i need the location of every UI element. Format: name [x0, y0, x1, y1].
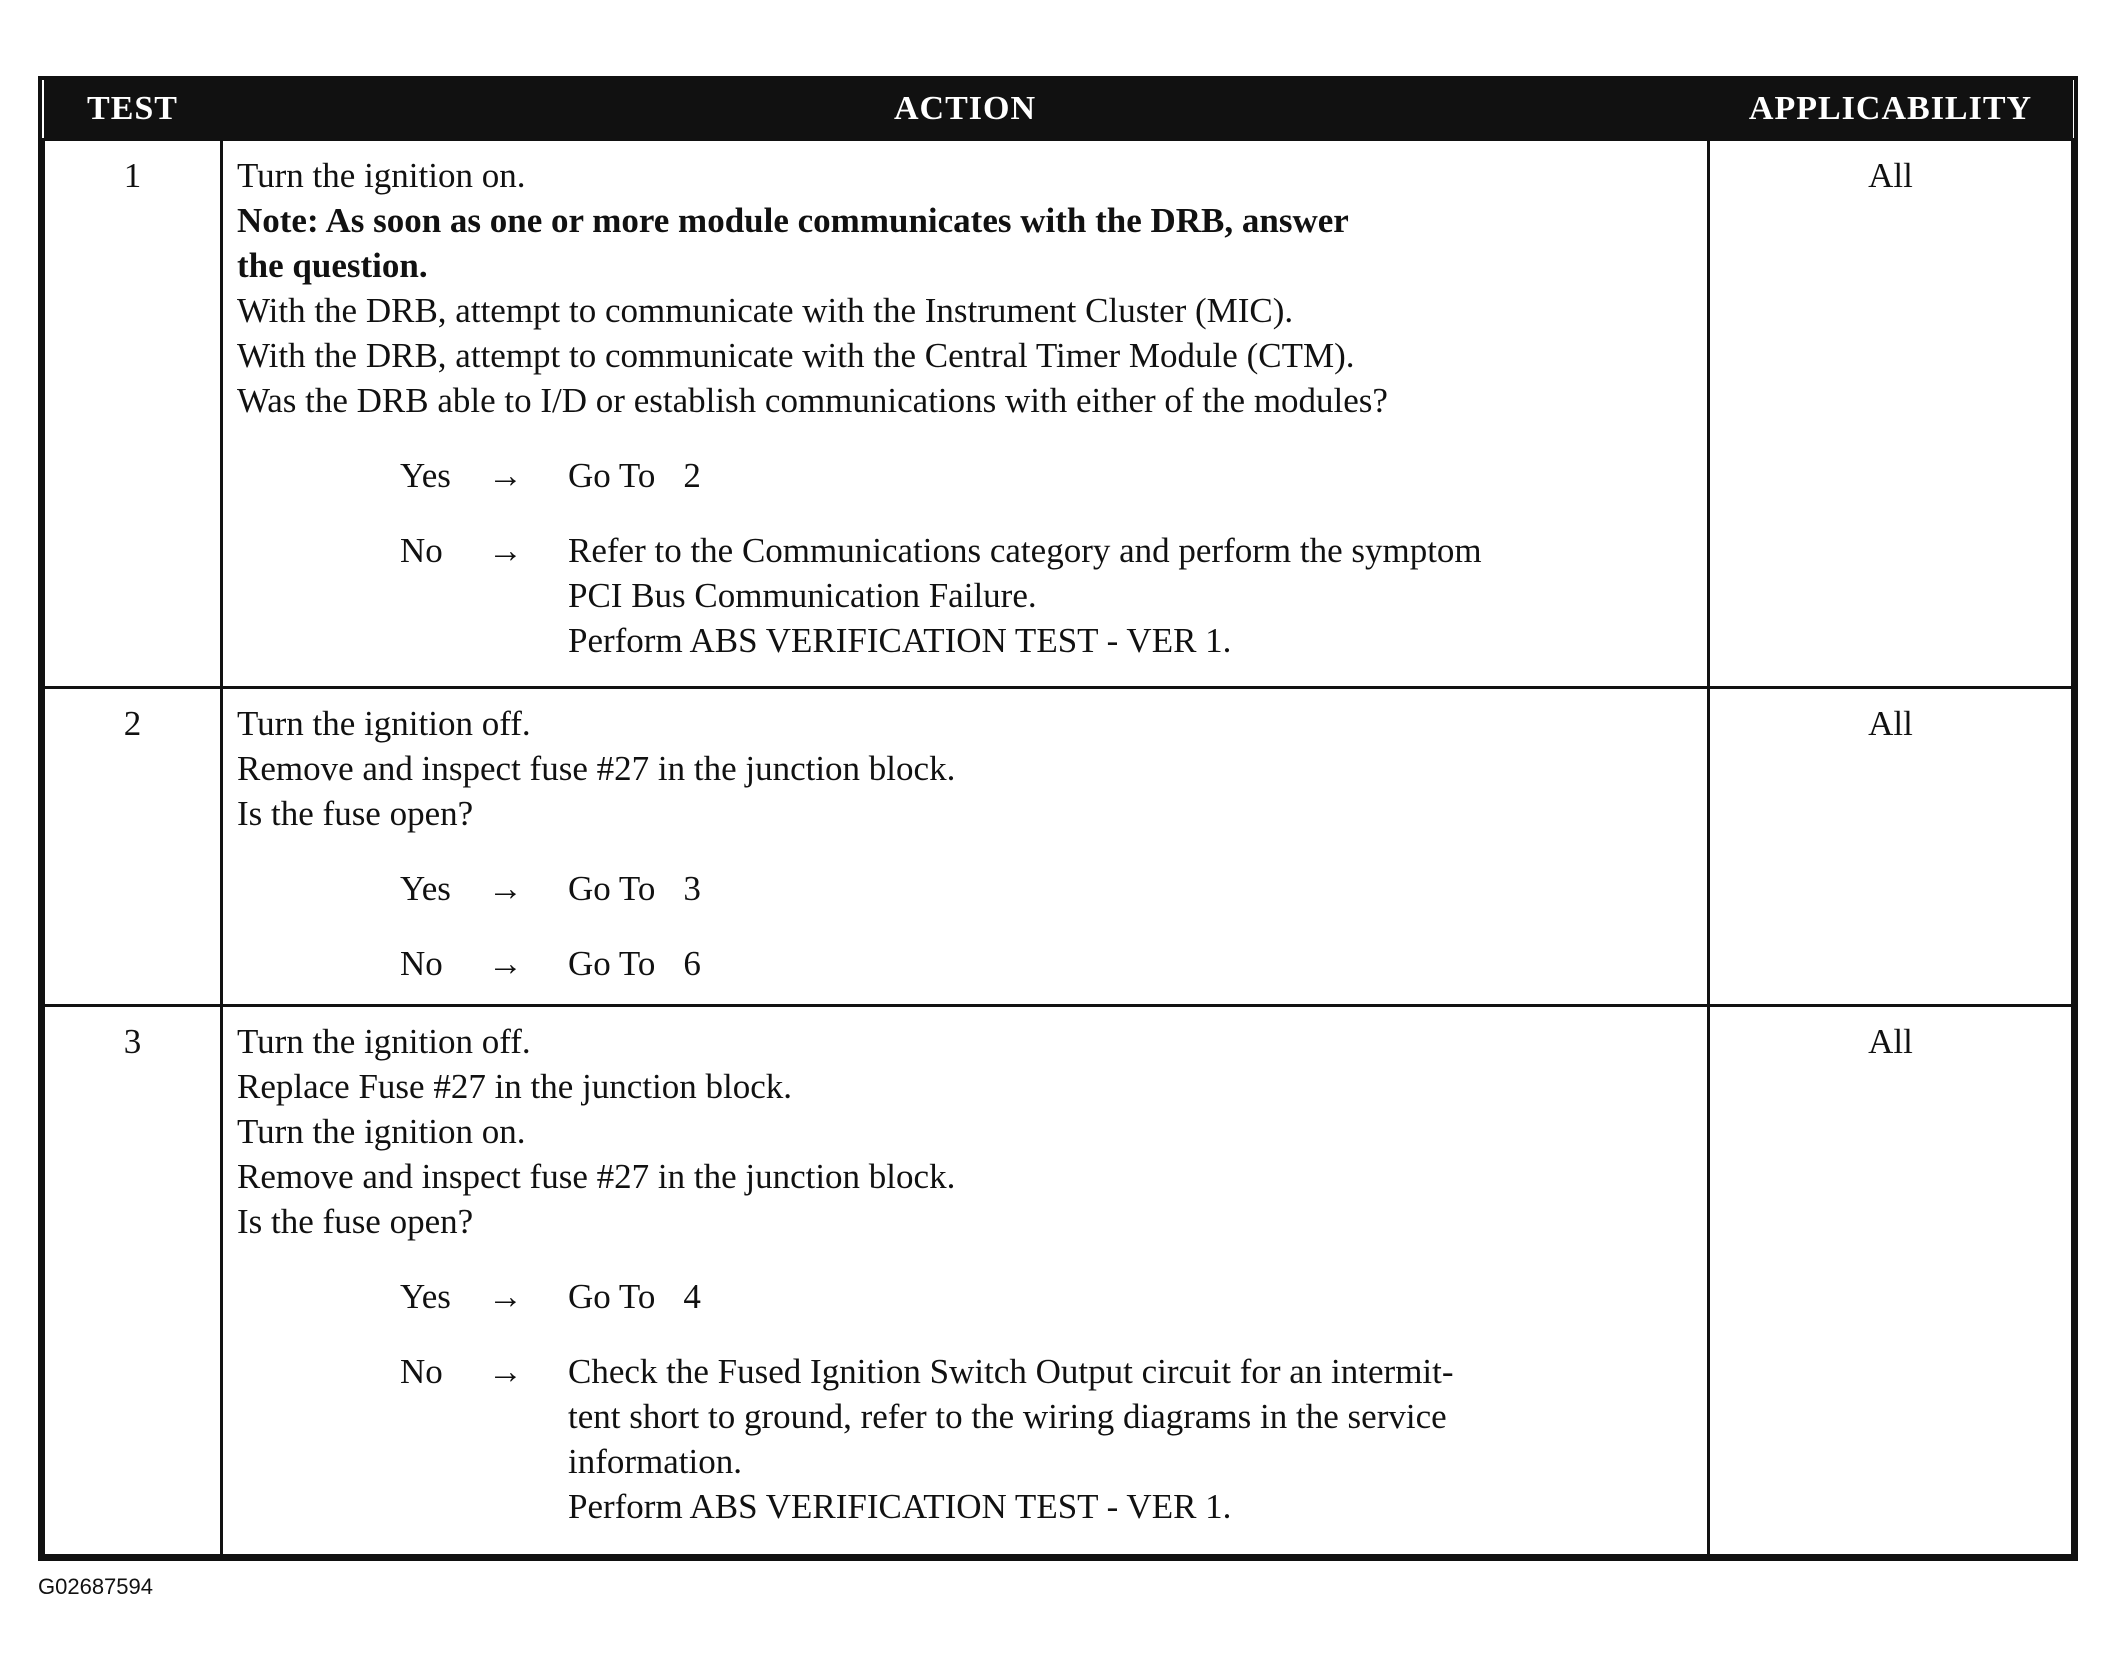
outcome-body: [568, 941, 1697, 986]
figure-code: G02687594: [38, 1574, 153, 1599]
outcome-label: No: [400, 531, 443, 570]
outcome-body: [568, 1349, 1697, 1529]
outcome-line: PCI Bus Communication Failure.: [568, 576, 1037, 615]
outcome-label: No: [400, 1352, 443, 1391]
outcome-line: Perform ABS VERIFICATION TEST - VER 1.: [568, 621, 1232, 660]
step-note: the question.: [237, 246, 428, 285]
header-test: TEST: [44, 80, 222, 140]
arrow-icon: →: [488, 944, 523, 983]
outcome-no: [400, 1349, 1697, 1529]
arrow-icon: →: [488, 456, 523, 495]
goto-text: Go To: [568, 944, 656, 983]
outcome-line: information.: [568, 1442, 742, 1481]
step-line: With the DRB, attempt to communicate with the Instrument Cluster (MIC).: [237, 291, 1294, 330]
outcome-yes: [400, 866, 1697, 911]
goto-target: 2: [683, 456, 701, 495]
step-line: Turn the ignition off.: [237, 704, 531, 743]
step-line: Is the fuse open?: [237, 1202, 474, 1241]
outcome-no: [400, 941, 1697, 986]
step-line: Replace Fuse #27 in the junction block.: [237, 1067, 793, 1106]
outcome-yes: [400, 1274, 1697, 1319]
outcome-label: No: [400, 944, 443, 983]
goto-text: Go To: [568, 869, 656, 908]
arrow-icon: →: [488, 869, 523, 908]
goto-text: Go To: [568, 456, 656, 495]
goto-target: 3: [683, 869, 701, 908]
table-row: [44, 1006, 2073, 1556]
action-cell: [222, 140, 1709, 688]
step-line: Turn the ignition off.: [237, 1022, 531, 1061]
arrow-icon: →: [488, 1277, 523, 1316]
outcome-body: [568, 453, 1697, 498]
outcome-label: Yes: [400, 869, 451, 908]
applicability-value: All: [1709, 140, 2073, 688]
table-header-row: [44, 80, 2073, 140]
outcome-label: Yes: [400, 1277, 451, 1316]
step-line: Remove and inspect fuse #27 in the junction block.: [237, 749, 956, 788]
diagnostic-test-table: [42, 80, 2074, 1557]
table-row: [44, 688, 2073, 1006]
goto-target: 4: [683, 1277, 701, 1316]
header-applicability: APPLICABILITY: [1709, 80, 2073, 140]
applicability-value: All: [1709, 688, 2073, 1006]
test-number: 2: [44, 688, 222, 1006]
outcome-no: [400, 528, 1697, 663]
step-line: Turn the ignition on.: [237, 156, 526, 195]
table-row: [44, 140, 2073, 688]
outcome-line: Refer to the Communications category and perform the symptom: [568, 531, 1482, 570]
outcome-line: Perform ABS VERIFICATION TEST - VER 1.: [568, 1487, 1232, 1526]
action-cell: [222, 1006, 1709, 1556]
header-action: ACTION: [222, 80, 1709, 140]
arrow-icon: →: [488, 531, 523, 570]
outcome-body: [568, 866, 1697, 911]
step-line: Remove and inspect fuse #27 in the junction block.: [237, 1157, 956, 1196]
outcome-line: tent short to ground, refer to the wiring diagrams in the service: [568, 1397, 1447, 1436]
step-line: Is the fuse open?: [237, 794, 474, 833]
test-number: 3: [44, 1006, 222, 1556]
step-note: Note: As soon as one or more module communicates with the DRB, answer: [237, 201, 1349, 240]
applicability-value: All: [1709, 1006, 2073, 1556]
goto-text: Go To: [568, 1277, 656, 1316]
outcome-label: Yes: [400, 456, 451, 495]
diagnostic-table-frame: [38, 76, 2078, 1561]
step-line: With the DRB, attempt to communicate with the Central Timer Module (CTM).: [237, 336, 1355, 375]
outcome-yes: [400, 453, 1697, 498]
action-cell: [222, 688, 1709, 1006]
arrow-icon: →: [488, 1352, 523, 1391]
step-line: Was the DRB able to I/D or establish communications with either of the modules?: [237, 381, 1388, 420]
test-number: 1: [44, 140, 222, 688]
outcome-line: Check the Fused Ignition Switch Output circuit for an intermit-: [568, 1352, 1454, 1391]
goto-target: 6: [683, 944, 701, 983]
outcome-body: [568, 1274, 1697, 1319]
step-line: Turn the ignition on.: [237, 1112, 526, 1151]
outcome-body: [568, 528, 1697, 663]
